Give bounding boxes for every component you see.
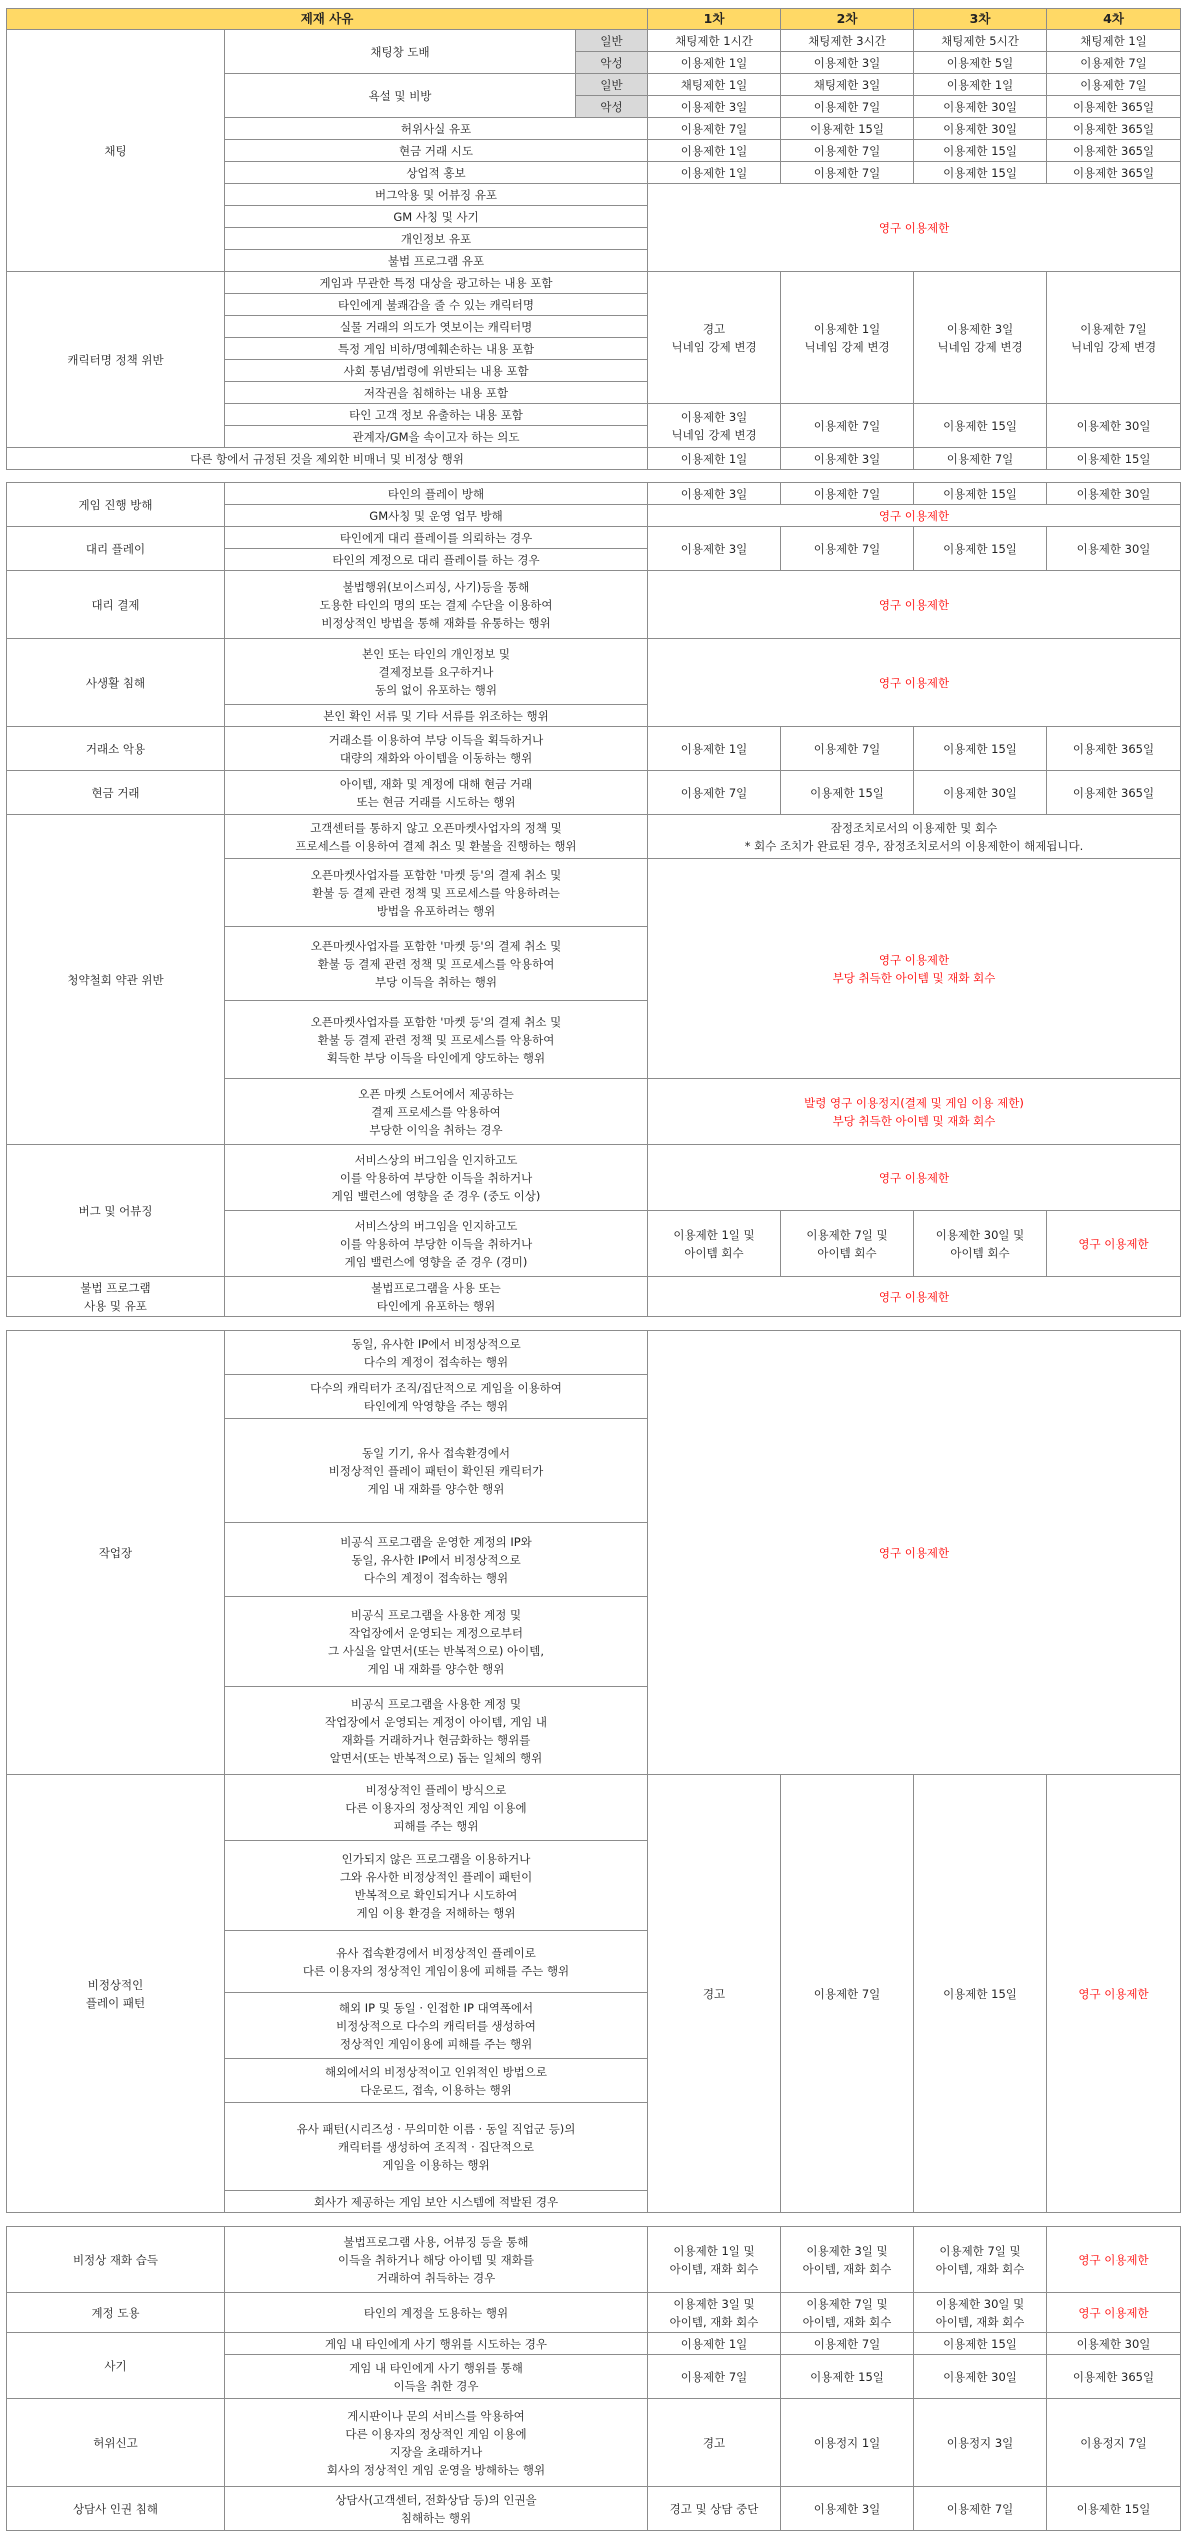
penalty-cell: 이용제한 15일 xyxy=(914,140,1047,162)
penalty-cell: 이용제한 7일 xyxy=(648,771,781,815)
penalty-cell: 이용제한 7일 xyxy=(914,2487,1047,2531)
penalty-cell: 이용제한 15일 xyxy=(781,771,914,815)
reason-proxy-payment: 불법행위(보이스피싱, 사기)등을 통해 도용한 타인의 명의 또는 결제 수단을 이용하여 비정상적인 방법을 통해 재화를 유통하는 행위 xyxy=(225,571,648,639)
penalty-cell: 이용제한 7일 및 아이템 회수 xyxy=(781,1211,914,1277)
reason-farm-same-device: 동일 기기, 유사 접속환경에서 비정상적인 플레이 패턴이 확인된 캐릭터가 게임 내 재화를 양수한 행위 xyxy=(225,1419,648,1523)
penalty-cell: 이용제한 1일 xyxy=(914,74,1047,96)
penalty-cell: 이용제한 3일 및 아이템, 재화 회수 xyxy=(648,2293,781,2333)
penalty-cell: 이용제한 15일 xyxy=(1047,448,1181,470)
reason-refund-transfer: 오픈마켓사업자를 포함한 '마켓 등'의 결제 취소 및 환불 등 결제 관련 정책 및 프로세스를 악용하여 획득한 부당 이득을 타인에게 양도하는 행위 xyxy=(225,1001,648,1079)
category-abnormal-gain: 비정상 재화 습득 xyxy=(7,2227,225,2293)
penalty-cell: 이용제한 365일 xyxy=(1047,771,1181,815)
penalty-cell: 이용제한 1일 및 아이템, 재화 회수 xyxy=(648,2227,781,2293)
reason-ad: 상업적 홍보 xyxy=(225,162,648,184)
penalty-cell: 경고 및 상담 중단 xyxy=(648,2487,781,2531)
penalty-cell: 이용제한 30일 xyxy=(1047,483,1181,505)
penalty-cell: 이용제한 3일 xyxy=(781,448,914,470)
reason-bug-major: 서비스상의 버그임을 인지하고도 이를 악용하여 부당한 이득을 취하거나 게임 밸런스에 영향을 준 경우 (중도 이상) xyxy=(225,1145,648,1211)
penalty-cell: 이용제한 15일 xyxy=(914,2333,1047,2355)
penalty-cell: 이용제한 7일 xyxy=(781,162,914,184)
penalty-cell: 이용제한 30일 xyxy=(914,118,1047,140)
penalty-cell: 이용제한 1일 xyxy=(648,2333,781,2355)
penalty-cell: 이용제한 7일 xyxy=(781,1775,914,2213)
penalty-cell: 이용제한 30일 xyxy=(914,2355,1047,2399)
category-chat: 채팅 xyxy=(7,30,225,272)
reason-agent-abuse: 상담사(고객센터, 전화상담 등)의 인권을 침해하는 행위 xyxy=(225,2487,648,2531)
penalty-permanent: 영구 이용제한 xyxy=(1047,2227,1181,2293)
penalty-cell: 이용제한 1일 및 아이템 회수 xyxy=(648,1211,781,1277)
penalty-cell: 이용제한 7일 xyxy=(781,2333,914,2355)
level-severe: 악성 xyxy=(576,96,648,118)
penalty-cell: 이용제한 7일 및 아이템, 재화 회수 xyxy=(914,2227,1047,2293)
category-agent-abuse: 상담사 인권 침해 xyxy=(7,2487,225,2531)
reason-chat-flood: 채팅창 도배 xyxy=(225,30,576,74)
sanction-table-abnormal xyxy=(6,1330,1181,2213)
reason-cash-trade: 현금 거래 시도 xyxy=(225,140,648,162)
penalty-cell: 이용제한 30일 및 아이템 회수 xyxy=(914,1211,1047,1277)
penalty-cell: 이용제한 15일 xyxy=(914,404,1047,448)
penalty-cell: 이용제한 1일 xyxy=(648,162,781,184)
penalty-cell: 이용제한 30일 xyxy=(914,771,1047,815)
penalty-cell: 채팅제한 3일 xyxy=(781,74,914,96)
reason-proxy-request: 타인에게 대리 플레이를 의뢰하는 경우 xyxy=(225,527,648,549)
reason-unauthorized-program: 인가되지 않은 프로그램을 이용하거나 그와 유사한 비정상적인 플레이 패턴이 반복적으로 확인되거나 시도하여 게임 이용 환경을 저해하는 행위 xyxy=(225,1841,648,1931)
reason-gm-impersonation: GM사칭 및 운영 업무 방해 xyxy=(225,505,648,527)
category-refund-violation: 청약철회 약관 위반 xyxy=(7,815,225,1145)
level-normal: 일반 xyxy=(576,30,648,52)
penalty-cell: 채팅제한 1일 xyxy=(1047,30,1181,52)
reason-char-real-trade: 실물 거래의 의도가 엿보이는 캐릭터명 xyxy=(225,316,648,338)
header-2nd: 2차 xyxy=(781,9,914,30)
category-exchange: 거래소 악용 xyxy=(7,727,225,771)
reason-farm-organized: 다수의 캐릭터가 조직/집단적으로 게임을 이용하여 타인에게 악영향을 주는 행위 xyxy=(225,1375,648,1419)
penalty-cell: 이용제한 365일 xyxy=(1047,727,1181,771)
reason-gm-fraud: GM 사칭 및 사기 xyxy=(225,206,648,228)
sanction-table-chat-character xyxy=(6,8,1181,470)
reason-cash-trade: 아이템, 재화 및 계정에 대해 현금 거래 또는 현금 거래를 시도하는 행위 xyxy=(225,771,648,815)
penalty-cell: 이용제한 30일 xyxy=(1047,404,1181,448)
reason-farm-same-ip: 동일, 유사한 IP에서 비정상적으로 다수의 계정이 접속하는 행위 xyxy=(225,1331,648,1375)
reason-fraud-gain: 게임 내 타인에게 사기 행위를 통해 이득을 취한 경우 xyxy=(225,2355,648,2399)
reason-security-detected: 회사가 제공하는 게임 보안 시스템에 적발된 경우 xyxy=(225,2191,648,2213)
penalty-cell: 이용제한 30일 및 아이템, 재화 회수 xyxy=(914,2293,1047,2333)
reason-illegal-program-spread: 불법 프로그램 유포 xyxy=(225,250,648,272)
header-1st: 1차 xyxy=(648,9,781,30)
penalty-permanent: 영구 이용제한 xyxy=(648,1331,1181,1775)
penalty-permanent: 영구 이용제한 xyxy=(648,1277,1181,1317)
penalty-cell xyxy=(648,272,781,404)
penalty-cell: 이용제한 15일 xyxy=(914,727,1047,771)
sanction-table-misc xyxy=(6,2226,1181,2531)
reason-exchange-abuse: 거래소를 이용하여 부당 이득을 획득하거나 대량의 재화와 아이템을 이동하는 행위 xyxy=(225,727,648,771)
penalty-cell: 이용제한 3일 xyxy=(781,52,914,74)
category-false-report: 허위신고 xyxy=(7,2399,225,2487)
category-privacy: 사생활 침해 xyxy=(7,639,225,727)
category-bug-abuse: 버그 및 어뷰징 xyxy=(7,1145,225,1277)
header-3rd: 3차 xyxy=(914,9,1047,30)
reason-refund-gain: 오픈마켓사업자를 포함한 '마켓 등'의 결제 취소 및 환불 등 결제 관련 정책 및 프로세스를 악용하여 부당 이득을 취하는 행위 xyxy=(225,927,648,1001)
reason-abnormal-play: 비정상적인 플레이 방식으로 다른 이용자의 정상적인 게임 이용에 피해를 주는 행위 xyxy=(225,1775,648,1841)
penalty-permanent-recovery: 영구 이용제한 부당 취득한 아이템 및 재화 회수 xyxy=(648,859,1181,1079)
penalty-cell: 이용제한 3일 xyxy=(648,483,781,505)
penalty-cell: 이용제한 365일 xyxy=(1047,162,1181,184)
reason-proxy-perform: 타인의 계정으로 대리 플레이를 하는 경우 xyxy=(225,549,648,571)
reason-document-forgery: 본인 확인 서류 및 기타 서류를 위조하는 행위 xyxy=(225,705,648,727)
reason-abuse: 욕설 및 비방 xyxy=(225,74,576,118)
penalty-cell: 채팅제한 1시간 xyxy=(648,30,781,52)
penalty-cell: 경고 xyxy=(648,2399,781,2487)
reason-foreign-access: 해외에서의 비정상적이고 인위적인 방법으로 다운로드, 접속, 이용하는 행위 xyxy=(225,2059,648,2103)
penalty-cell: 경고 xyxy=(648,1775,781,2213)
reason-char-deceive-gm: 관계자/GM을 속이고자 하는 의도 xyxy=(225,426,648,448)
penalty-cell: 이용제한 365일 xyxy=(1047,140,1181,162)
penalty-cell: 이용제한 15일 xyxy=(914,483,1047,505)
penalty-cell: 이용제한 1일 xyxy=(648,140,781,162)
reason-account-theft: 타인의 계정을 도용하는 행위 xyxy=(225,2293,648,2333)
penalty-cell: 이용제한 365일 xyxy=(1047,96,1181,118)
reason-privacy-request: 본인 또는 타인의 개인정보 및 결제정보를 요구하거나 동의 없이 유포하는 행위 xyxy=(225,639,648,705)
penalty-permanent: 영구 이용제한 xyxy=(648,1145,1181,1211)
reason-refund-bypass: 고객센터를 통하지 않고 오픈마켓사업자의 정책 및 프로세스를 이용하여 결제 취소 및 환불을 진행하는 행위 xyxy=(225,815,648,859)
reason-abnormal-gain: 불법프로그램 사용, 어뷰징 등을 통해 이득을 취하거나 해당 아이템 및 재화를 거래하여 취득하는 경우 xyxy=(225,2227,648,2293)
reason-char-illegal: 사회 통념/법령에 위반되는 내용 포함 xyxy=(225,360,648,382)
category-disrupt: 게임 진행 방해 xyxy=(7,483,225,527)
penalty-cell: 이용제한 15일 xyxy=(914,162,1047,184)
penalty-permanent: 영구 이용제한 xyxy=(648,505,1181,527)
penalty-permanent: 영구 이용제한 xyxy=(648,639,1181,727)
level-normal: 일반 xyxy=(576,74,648,96)
category-farm: 작업장 xyxy=(7,1331,225,1775)
penalty-cell: 이용제한 7일 xyxy=(914,448,1047,470)
penalty-cell: 이용제한 15일 xyxy=(781,118,914,140)
penalty-cell: 이용제한 7일 xyxy=(781,96,914,118)
penalty-cell: 이용제한 5일 xyxy=(914,52,1047,74)
reason-bug-minor: 서비스상의 버그임을 인지하고도 이를 악용하여 부당한 이득을 취하거나 게임 밸런스에 영향을 준 경우 (경미) xyxy=(225,1211,648,1277)
category-fraud: 사기 xyxy=(7,2333,225,2399)
penalty-cell: 이용제한 7일 xyxy=(648,2355,781,2399)
penalty-name-change: 닉네임 강제 변경 xyxy=(671,339,757,354)
penalty-cell: 이용제한 15일 xyxy=(914,1775,1047,2213)
category-character-name: 캐릭터명 정책 위반 xyxy=(7,272,225,448)
penalty-cell: 채팅제한 1일 xyxy=(648,74,781,96)
reason-farm-bot-ip: 비공식 프로그램을 운영한 계정의 IP와 동일, 유사한 IP에서 비정상적으로 다수의 계정이 접속하는 행위 xyxy=(225,1523,648,1597)
penalty-cell: 이용제한 3일 닉네임 강제 변경 xyxy=(914,272,1047,404)
penalty-cell: 이용제한 7일 xyxy=(1047,52,1181,74)
reason-char-defame: 특정 게임 비하/명예훼손하는 내용 포함 xyxy=(225,338,648,360)
sanction-table-gameplay xyxy=(6,482,1181,1317)
reason-other-misconduct: 다른 항에서 규정된 것을 제외한 비매너 및 비정상 행위 xyxy=(7,448,648,470)
reason-privacy-spread: 개인정보 유포 xyxy=(225,228,648,250)
penalty-cell: 이용제한 1일 xyxy=(648,448,781,470)
penalty-cell: 이용제한 7일 xyxy=(781,527,914,571)
reason-farm-receive: 비공식 프로그램을 사용한 계정 및 작업장에서 운영되는 계정으로부터 그 사실을 알면서(또는 반복적으로) 아이템, 게임 내 재화를 양수한 행위 xyxy=(225,1597,648,1687)
penalty-permanent: 영구 이용제한 xyxy=(1047,1775,1181,2213)
penalty-cell: 이용제한 7일 및 아이템, 재화 회수 xyxy=(781,2293,914,2333)
penalty-cell: 이용제한 7일 xyxy=(648,118,781,140)
reason-false-info: 허위사실 유포 xyxy=(225,118,648,140)
penalty-permanent: 영구 이용제한 xyxy=(1047,1211,1181,1277)
penalty-cell: 이용제한 15일 xyxy=(914,527,1047,571)
penalty-cell: 이용제한 7일 xyxy=(781,140,914,162)
penalty-cell: 이용제한 30일 xyxy=(1047,527,1181,571)
penalty-cell: 이용제한 15일 xyxy=(781,2355,914,2399)
penalty-cell: 이용제한 30일 xyxy=(1047,2333,1181,2355)
reason-store-payment-abuse: 오픈 마켓 스토어에서 제공하는 결제 프로세스를 악용하여 부당한 이익을 취하는 경우 xyxy=(225,1079,648,1145)
penalty-cell: 이용제한 3일 xyxy=(781,2487,914,2531)
penalty-cell: 이용제한 1일 xyxy=(648,52,781,74)
reason-char-copyright: 저작권을 침해하는 내용 포함 xyxy=(225,382,648,404)
reason-false-report: 게시판이나 문의 서비스를 악용하여 다른 이용자의 정상적인 게임 이용에 지장을 초래하거나 회사의 정상적인 게임 운영을 방해하는 행위 xyxy=(225,2399,648,2487)
penalty-cell: 채팅제한 5시간 xyxy=(914,30,1047,52)
header-4th: 4차 xyxy=(1047,9,1181,30)
category-proxy-play: 대리 플레이 xyxy=(7,527,225,571)
reason-disrupt-play: 타인의 플레이 방해 xyxy=(225,483,648,505)
reason-similar-env: 유사 접속환경에서 비정상적인 플레이로 다른 이용자의 정상적인 게임이용에 피해를 주는 행위 xyxy=(225,1931,648,1993)
category-cash-trade: 현금 거래 xyxy=(7,771,225,815)
penalty-cell: 이용제한 1일 xyxy=(648,727,781,771)
reason-illegal-program: 불법프로그램을 사용 또는 타인에게 유포하는 행위 xyxy=(225,1277,648,1317)
reason-foreign-ip: 해외 IP 및 동일 · 인접한 IP 대역폭에서 비정상적으로 다수의 캐릭터를 생성하여 정상적인 게임이용에 피해를 주는 행위 xyxy=(225,1993,648,2059)
reason-refund-spread: 오픈마켓사업자를 포함한 '마켓 등'의 결제 취소 및 환불 등 결제 관련 정책 및 프로세스를 악용하려는 방법을 유포하려는 행위 xyxy=(225,859,648,927)
penalty-cell: 이용정지 1일 xyxy=(781,2399,914,2487)
category-abnormal-pattern: 비정상적인 플레이 패턴 xyxy=(7,1775,225,2213)
penalty-cell: 이용제한 3일 및 아이템, 재화 회수 xyxy=(781,2227,914,2293)
penalty-cell: 채팅제한 3시간 xyxy=(781,30,914,52)
reason-char-ad: 게임과 무관한 특정 대상을 광고하는 내용 포함 xyxy=(225,272,648,294)
reason-similar-pattern: 유사 패턴(시리즈성 · 무의미한 이름 · 동일 직업군 등)의 캐릭터를 생성하여 조직적 · 집단적으로 게임을 이용하는 행위 xyxy=(225,2103,648,2191)
category-account-theft: 계정 도용 xyxy=(7,2293,225,2333)
reason-char-offensive: 타인에게 불쾌감을 줄 수 있는 캐릭터명 xyxy=(225,294,648,316)
penalty-cell: 이용제한 15일 xyxy=(1047,2487,1181,2531)
penalty-permanent-suspension: 발령 영구 이용정지(결제 및 게임 이용 제한) 부당 취득한 아이템 및 재화 회수 xyxy=(648,1079,1181,1145)
penalty-cell: 이용제한 30일 xyxy=(914,96,1047,118)
penalty-cell: 이용정지 7일 xyxy=(1047,2399,1181,2487)
reason-farm-assist: 비공식 프로그램을 사용한 계정 및 작업장에서 운영되는 계정이 아이템, 게임 내 재화를 거래하거나 현금화하는 행위를 알면서(또는 반복적으로) 돕는 일체의 행위 xyxy=(225,1687,648,1775)
reason-bug-spread: 버그악용 및 어뷰징 유포 xyxy=(225,184,648,206)
penalty-cell: 이용제한 365일 xyxy=(1047,118,1181,140)
penalty-warning: 경고 xyxy=(702,321,726,336)
reason-char-info-leak: 타인 고객 정보 유출하는 내용 포함 xyxy=(225,404,648,426)
penalty-permanent: 영구 이용제한 xyxy=(648,184,1181,272)
category-illegal-program: 불법 프로그램 사용 및 유포 xyxy=(7,1277,225,1317)
penalty-cell: 이용제한 1일 닉네임 강제 변경 xyxy=(781,272,914,404)
penalty-cell: 이용정지 3일 xyxy=(914,2399,1047,2487)
penalty-cell: 이용제한 7일 xyxy=(781,727,914,771)
penalty-cell: 이용제한 7일 xyxy=(1047,74,1181,96)
penalty-cell: 이용제한 7일 xyxy=(781,404,914,448)
level-severe: 악성 xyxy=(576,52,648,74)
header-reason: 제재 사유 xyxy=(7,9,648,30)
penalty-permanent: 영구 이용제한 xyxy=(1047,2293,1181,2333)
penalty-cell: 이용제한 3일 xyxy=(648,527,781,571)
penalty-provisional: 잠정조치로서의 이용제한 및 회수 * 회수 조치가 완료된 경우, 잠정조치로서의 이용제한이 해제됩니다. xyxy=(648,815,1181,859)
penalty-cell: 이용제한 365일 xyxy=(1047,2355,1181,2399)
penalty-permanent: 영구 이용제한 xyxy=(648,571,1181,639)
category-proxy-payment: 대리 결제 xyxy=(7,571,225,639)
penalty-cell: 이용제한 7일 닉네임 강제 변경 xyxy=(1047,272,1181,404)
penalty-cell: 이용제한 7일 xyxy=(781,483,914,505)
reason-fraud-attempt: 게임 내 타인에게 사기 행위를 시도하는 경우 xyxy=(225,2333,648,2355)
penalty-cell: 이용제한 3일 닉네임 강제 변경 xyxy=(648,404,781,448)
penalty-cell: 이용제한 3일 xyxy=(648,96,781,118)
